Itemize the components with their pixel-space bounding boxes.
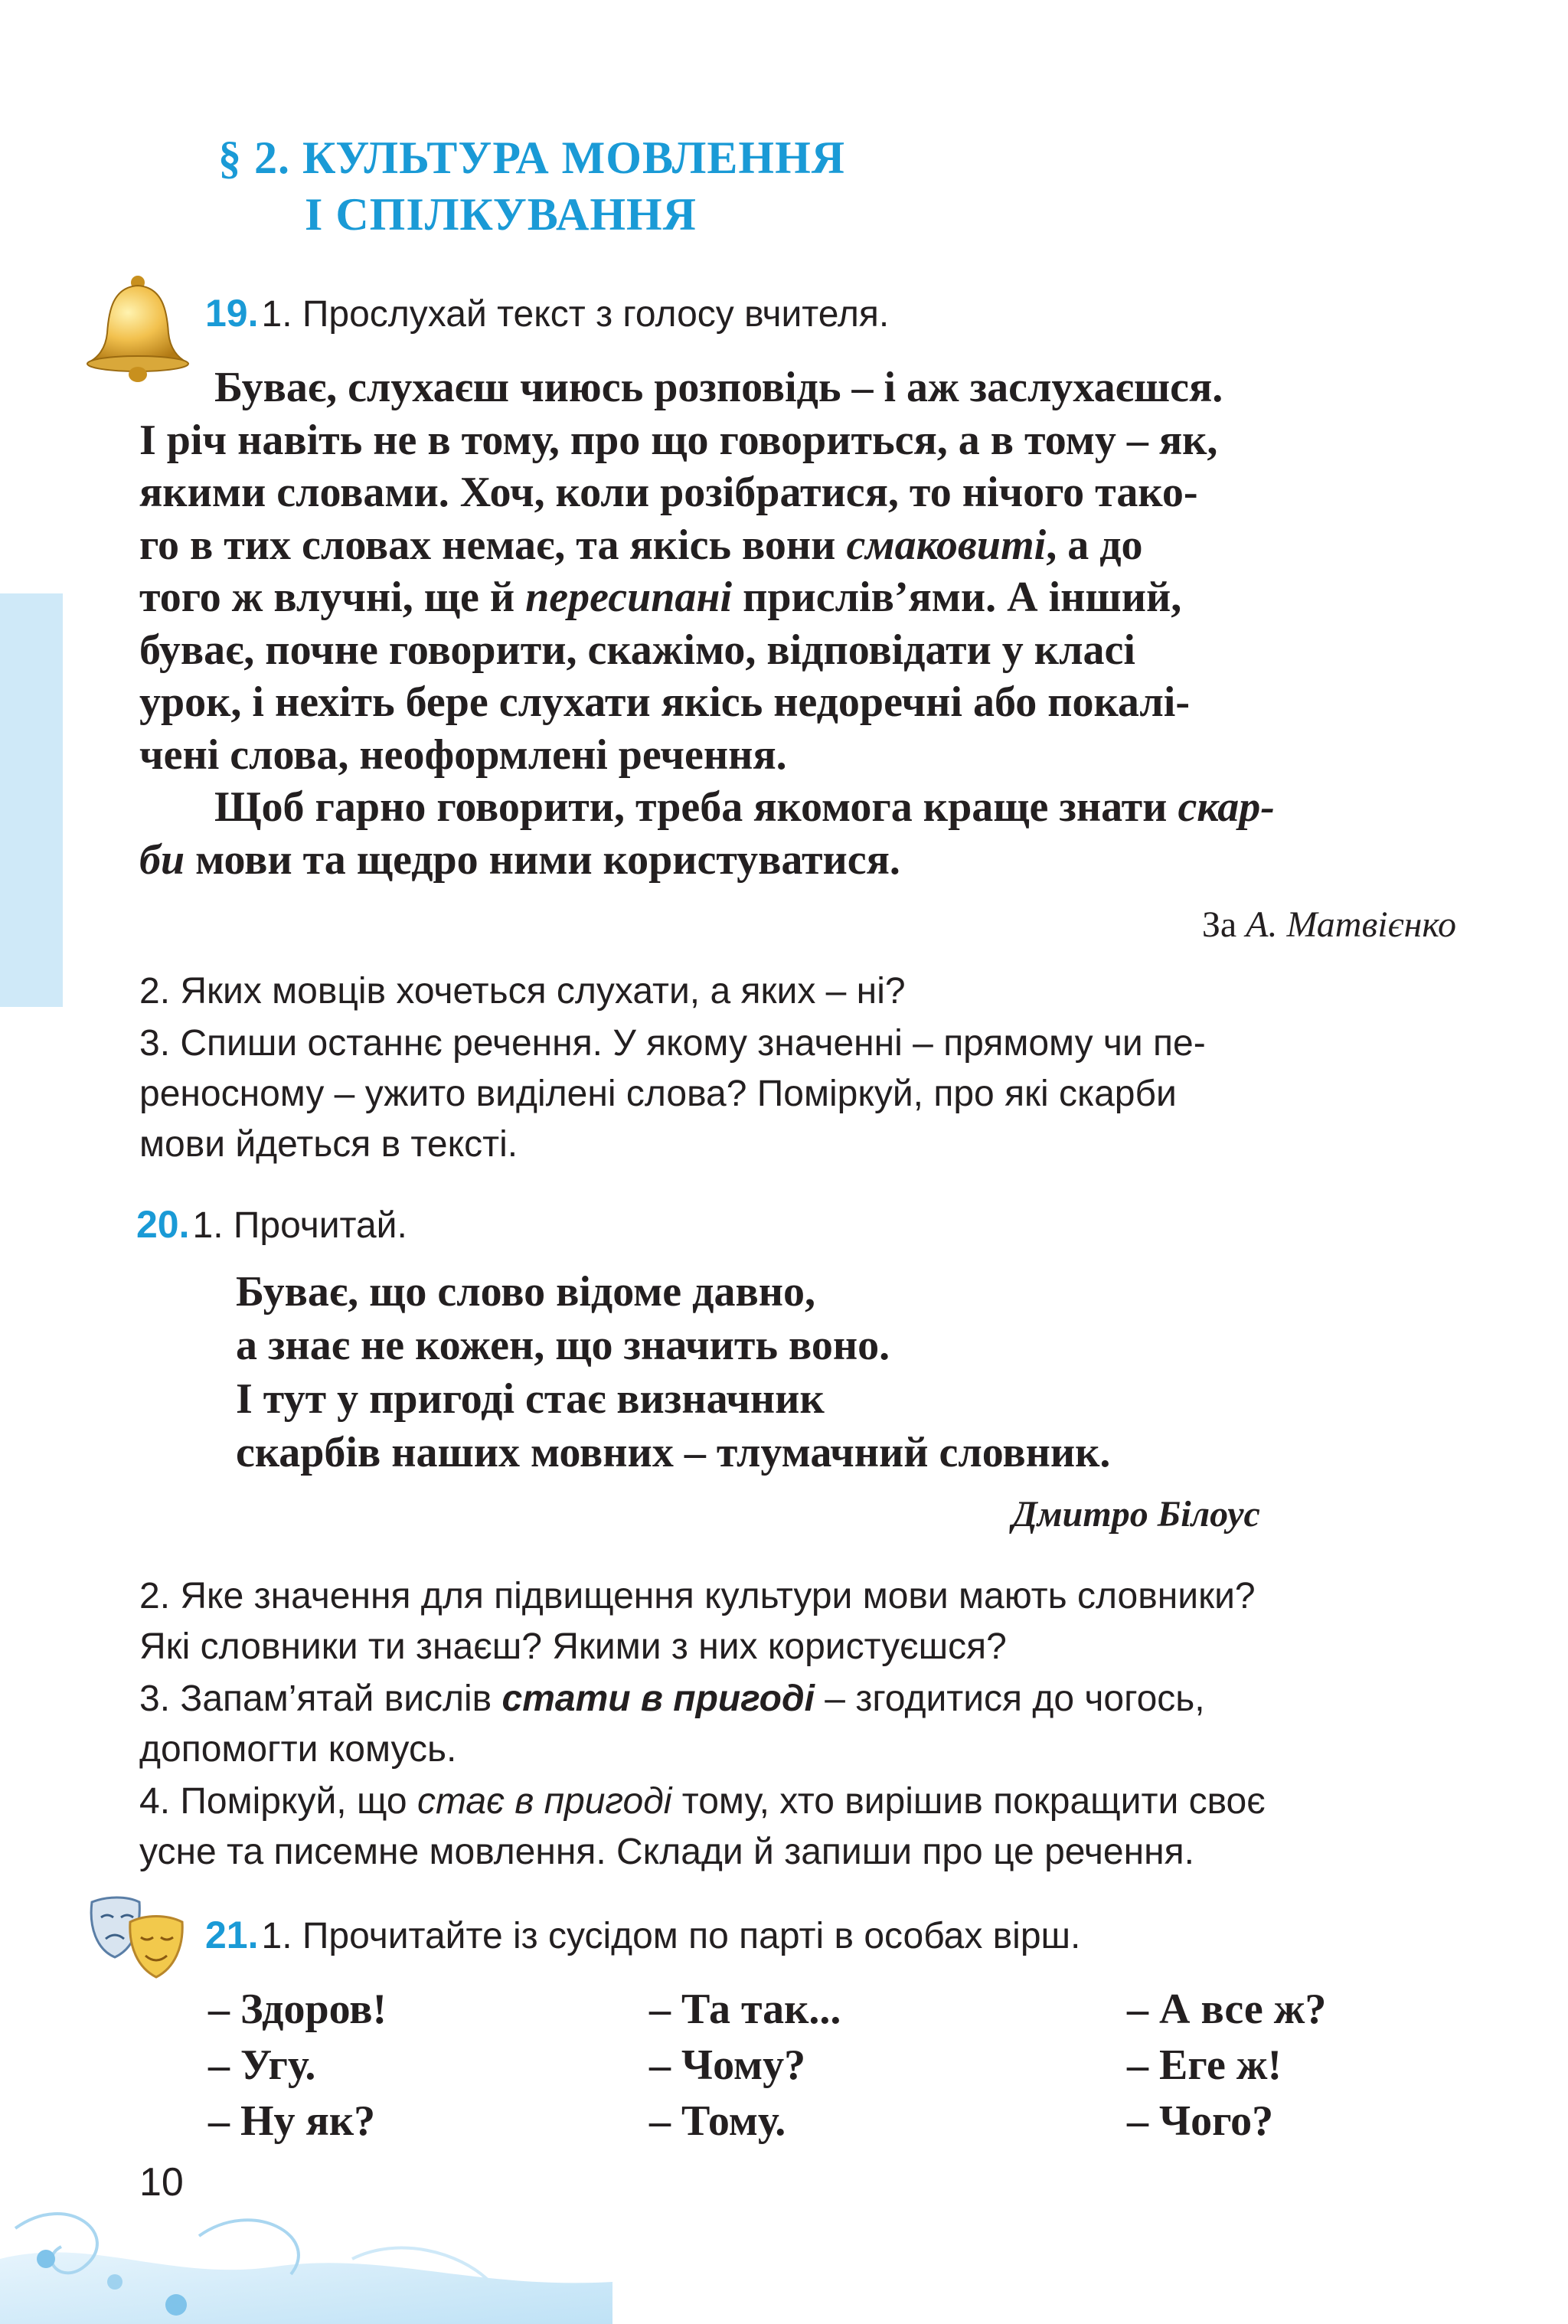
text-segment: того ж влучні, ще й (139, 574, 526, 621)
exercise-number: 20. (136, 1203, 190, 1246)
italic-word: скар- (1178, 783, 1275, 831)
dialogue-line: – А все ж? (1127, 1986, 1327, 2033)
theatre-masks-icon (84, 1891, 191, 1983)
highlighted-phrase: стати в пригоді (501, 1678, 815, 1719)
exercise-20-task-3 (139, 1674, 1205, 1775)
exercise-20-task-2 (139, 1571, 1256, 1672)
dialogue-line: – Здоров! (208, 1986, 387, 2033)
poem-line: скарбів наших мовних – тлумачний словник. (236, 1429, 1111, 1476)
page-number: 10 (139, 2160, 184, 2205)
text-line: буває, почне говорити, скажімо, відповідати у класі (139, 626, 1135, 674)
exercise-20-task-1 (136, 1201, 407, 1251)
task-text: 1. Прочитай. (192, 1205, 407, 1246)
text-line (139, 834, 1456, 887)
dialogue-column-2 (649, 1982, 841, 2149)
poem-line: Буває, що слово відоме давно, (236, 1268, 815, 1316)
exercise-19-task-1 (205, 289, 889, 340)
italic-phrase: стає в пригоді (416, 1781, 672, 1822)
text-segment: прислів’ями. А інший, (732, 574, 1182, 621)
task-line: усне та писемне мовлення. Склади й запиши про це речення. (139, 1832, 1194, 1872)
exercise-21-task-1 (205, 1911, 1080, 1962)
exercise-number: 19. (205, 292, 259, 335)
text-line: Буває, слухаєш чиюсь розповідь – і аж заслухаєшся. (214, 364, 1223, 411)
dialogue-line: – Та так... (649, 1986, 841, 2033)
text-segment: Щоб гарно говорити, треба якомога краще знати (214, 783, 1178, 831)
text-segment: го в тих словах немає, та якісь вони (139, 521, 847, 569)
dialogue-line: – Чого? (1127, 2097, 1274, 2145)
section-title-line2: І СПІЛКУВАННЯ (305, 189, 697, 240)
side-color-strip (0, 593, 63, 1007)
section-title-line1: § 2. КУЛЬТУРА МОВЛЕННЯ (218, 132, 846, 183)
floral-swirl-decoration (0, 2006, 612, 2324)
text-line (139, 571, 1456, 624)
dialogue-column-3 (1127, 1982, 1326, 2149)
exercise-20-task-4 (139, 1777, 1266, 1878)
task-segment: 3. Запам’ятай вислів (139, 1678, 502, 1719)
poem-line: а знає не кожен, що значить воно. (236, 1322, 890, 1369)
dialogue-line: – Тому. (649, 2097, 786, 2145)
text-line: І річ навіть не в тому, про що говориться, а в тому – як, (139, 416, 1218, 464)
text-line (139, 781, 1456, 834)
poem (236, 1265, 1110, 1479)
dialogue-line: – Угу. (208, 2041, 316, 2089)
task-line (139, 1674, 1205, 1724)
task-line: Які словники ти знаєш? Якими з них користуєшся? (139, 1626, 1007, 1667)
exercise-number: 21. (205, 1914, 259, 1956)
dialogue-line: – Еге ж! (1127, 2041, 1282, 2089)
poem-line: І тут у пригоді стає визначник (236, 1375, 825, 1423)
exercise-19-task-3 (139, 1018, 1206, 1170)
text-line (139, 519, 1456, 572)
task-segment: тому, хто вирішив покращити своє (671, 1781, 1266, 1822)
exercise-19-task-2: 2. Яких мовців хочеться слухати, а яких – ні? (139, 971, 906, 1012)
task-text: 1. Прочитайте із сусідом по парті в особах вірш. (261, 1916, 1081, 1956)
task-segment: 4. Поміркуй, що (139, 1781, 417, 1822)
text-line: чені слова, неоформлені речення. (139, 731, 787, 779)
dialogue-line: – Ну як? (208, 2097, 376, 2145)
text-segment: , а до (1046, 521, 1143, 569)
task-line (139, 1777, 1266, 1827)
text-line: урок, і нехіть бере слухати якісь недоречні або покалі- (139, 678, 1190, 726)
italic-word: смаковиті (846, 521, 1047, 569)
italic-word: би (139, 835, 185, 884)
italic-word: пересипані (525, 574, 733, 621)
task-line: 3. Спиши останнє речення. У якому значенні – прямому чи пе- (139, 1023, 1206, 1064)
poem-author: Дмитро Білоус (1012, 1494, 1260, 1535)
text-segment: мови та щедро ними користуватися. (185, 835, 900, 884)
task-segment: – згодитися до чогось, (814, 1678, 1205, 1719)
dialogue-line: – Чому? (649, 2041, 806, 2089)
exercise-19-text (139, 361, 1456, 886)
task-line: допомогти комусь. (139, 1729, 457, 1770)
task-text: 1. Прослухай текст з голосу вчителя. (261, 294, 890, 335)
task-line: мови йдеться в тексті. (139, 1124, 518, 1165)
text-line: якими словами. Хоч, коли розібратися, то нічого тако- (139, 469, 1198, 516)
source-attribution (1202, 904, 1456, 946)
task-line: реносному – ужито виділені слова? Поміркуй, про які скарби (139, 1074, 1177, 1114)
author-name: А. Матвієнко (1246, 904, 1456, 945)
author-prefix: За (1201, 904, 1246, 945)
task-line: 2. Яке значення для підвищення культури мови мають словники? (139, 1576, 1256, 1616)
